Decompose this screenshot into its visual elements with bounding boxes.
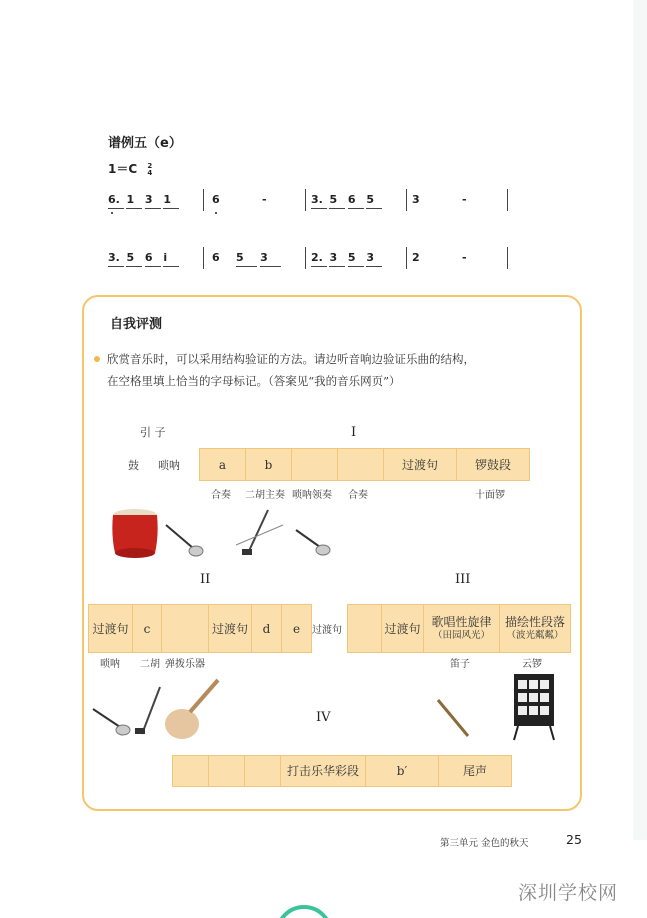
instrument-illustrations-2 — [90, 672, 570, 742]
underline — [311, 208, 327, 209]
structure-table-3 — [347, 604, 571, 653]
note: 5 — [236, 251, 244, 264]
drum-icon — [112, 509, 157, 558]
section-roman-3: III — [455, 572, 471, 587]
note: 3 — [366, 251, 374, 264]
structure-cell[interactable]: 过渡句 — [209, 605, 252, 652]
instruction-line-1: 欣赏音乐时，可以采用结构验证的方法。请边听音响边验证乐曲的结构， — [107, 352, 475, 366]
cell-subtext: （田园风光） — [432, 629, 490, 641]
note: 2. — [311, 251, 323, 264]
erhu-icon — [236, 510, 283, 555]
underline — [163, 208, 179, 209]
structure-cell[interactable]: 尾声 — [462, 764, 487, 778]
bar-line — [305, 247, 306, 269]
time-signature — [147, 163, 152, 177]
note: 6 — [347, 193, 356, 206]
structure-table-1 — [199, 448, 530, 481]
time-top: 2 — [147, 161, 153, 170]
yunluo-icon — [514, 674, 554, 740]
note: 3 — [144, 193, 153, 206]
underline — [163, 266, 179, 267]
note: 3 — [329, 251, 338, 264]
section-roman-4: IV — [316, 710, 331, 725]
watermark: 深圳学校网 — [518, 882, 619, 904]
dash-note: - — [462, 193, 467, 206]
note: 6 — [144, 251, 153, 264]
structure-cell[interactable]: c — [133, 605, 162, 652]
structure-cell-blank[interactable] — [348, 605, 382, 652]
cell-text: 描绘性段落 — [504, 614, 565, 629]
suona-icon — [166, 525, 203, 556]
note: 5 — [347, 251, 356, 264]
structure-cell[interactable]: b′ — [366, 756, 439, 786]
underline — [126, 266, 142, 267]
structure-cell[interactable] — [424, 605, 500, 652]
underline — [366, 266, 382, 267]
cell-label: 十面锣 — [475, 490, 505, 501]
structure-cell[interactable] — [500, 605, 570, 652]
intro-instrument: 鼓 — [128, 459, 139, 472]
pipa-icon — [165, 680, 218, 739]
underline — [236, 266, 257, 267]
bar-line — [406, 247, 407, 269]
underline — [348, 208, 364, 209]
structure-cell-blank[interactable] — [173, 756, 209, 786]
underline — [145, 266, 161, 267]
time-bottom: 4 — [147, 168, 153, 177]
footer-unit: 第三单元 金色的秋天 — [440, 838, 529, 849]
structure-cell[interactable]: 打击乐华彩段 — [281, 756, 366, 786]
underline — [311, 266, 327, 267]
underline — [126, 208, 142, 209]
bar-line — [507, 189, 508, 211]
note: 1 — [163, 193, 171, 206]
cell-label: 云锣 — [522, 659, 542, 670]
bullet-icon — [94, 356, 100, 362]
structure-cell[interactable]: e — [292, 621, 301, 636]
structure-cell[interactable]: 过渡句 — [89, 605, 133, 652]
suona-icon — [93, 709, 130, 735]
cell-label: 合奏 — [348, 490, 368, 501]
bar-line — [203, 189, 204, 211]
structure-cell-blank[interactable] — [245, 756, 281, 786]
instrument-illustrations-1 — [108, 505, 348, 565]
structure-cell[interactable]: d — [252, 605, 282, 652]
dizi-icon — [438, 700, 468, 736]
page-number: 25 — [566, 832, 582, 847]
note: 2 — [412, 251, 420, 264]
note: 6 — [212, 251, 220, 264]
underline — [329, 208, 345, 209]
note: 5 — [329, 193, 338, 206]
cell-label: 笛子 — [450, 659, 470, 670]
low-octave-dot — [215, 212, 217, 214]
cell-label: 弹拨乐器 — [165, 659, 205, 670]
score-title: 谱例五（e） — [108, 136, 182, 151]
cell-text: 过渡句 — [384, 621, 421, 636]
note: 3. — [108, 251, 120, 264]
note: 3 — [260, 251, 268, 264]
note: i̇ — [163, 251, 168, 264]
bar-line — [203, 247, 204, 269]
key-label: 1＝C — [108, 162, 138, 176]
structure-table-2 — [88, 604, 312, 653]
self-eval-title: 自我评测 — [110, 317, 163, 332]
cell-label: 合奏 — [211, 490, 231, 501]
underline — [145, 208, 161, 209]
cell-label: 二胡 — [140, 659, 160, 670]
note: 6 — [212, 193, 220, 206]
structure-cell[interactable] — [382, 605, 424, 652]
structure-cell[interactable]: 锣鼓段 — [474, 457, 511, 472]
structure-table-4 — [172, 755, 512, 787]
note: 3 — [412, 193, 420, 206]
bar-line — [406, 189, 407, 211]
note: 3. — [311, 193, 323, 206]
structure-cell[interactable]: a — [200, 449, 246, 480]
note: 5 — [126, 251, 135, 264]
underline — [348, 266, 364, 267]
note: 1 — [126, 193, 135, 206]
note: 5 — [366, 193, 374, 206]
transition-label: 过渡句 — [312, 625, 342, 636]
bar-line — [305, 189, 306, 211]
structure-cell-blank[interactable] — [162, 605, 209, 652]
structure-cell-blank[interactable] — [209, 756, 245, 786]
suona-icon — [296, 530, 330, 555]
erhu-icon — [135, 687, 160, 734]
underline — [260, 266, 281, 267]
structure-cell[interactable]: b — [246, 449, 292, 480]
section-roman-2: II — [200, 572, 211, 587]
cell-text: 歌唱性旋律 — [431, 614, 492, 629]
structure-cell-blank[interactable] — [338, 449, 384, 480]
page-edge — [633, 0, 647, 840]
low-octave-dot — [111, 212, 113, 214]
instruction-line-2: 在空格里填上恰当的字母标记。（答案见“我的音乐网页”） — [107, 374, 401, 388]
cell-label: 二胡主奏 — [245, 490, 285, 501]
structure-cell-blank[interactable] — [292, 449, 338, 480]
note: 6. — [108, 193, 120, 206]
cell-subtext: （波光粼粼） — [506, 629, 564, 641]
bar-line — [507, 247, 508, 269]
underline — [108, 208, 124, 209]
cell-label: 唢呐 — [100, 659, 120, 670]
underline — [329, 266, 345, 267]
structure-cell[interactable]: 过渡句 — [384, 449, 457, 480]
section-roman-1: I — [351, 425, 357, 440]
dash-note: - — [462, 251, 467, 264]
key-signature — [108, 160, 152, 177]
intro-instrument: 唢呐 — [158, 459, 180, 472]
underline — [108, 266, 124, 267]
underline — [366, 208, 382, 209]
intro-label: 引 子 — [140, 426, 166, 439]
dash-note: - — [262, 193, 267, 206]
cell-label: 唢呐领奏 — [292, 490, 332, 501]
green-circle-icon — [275, 905, 333, 918]
